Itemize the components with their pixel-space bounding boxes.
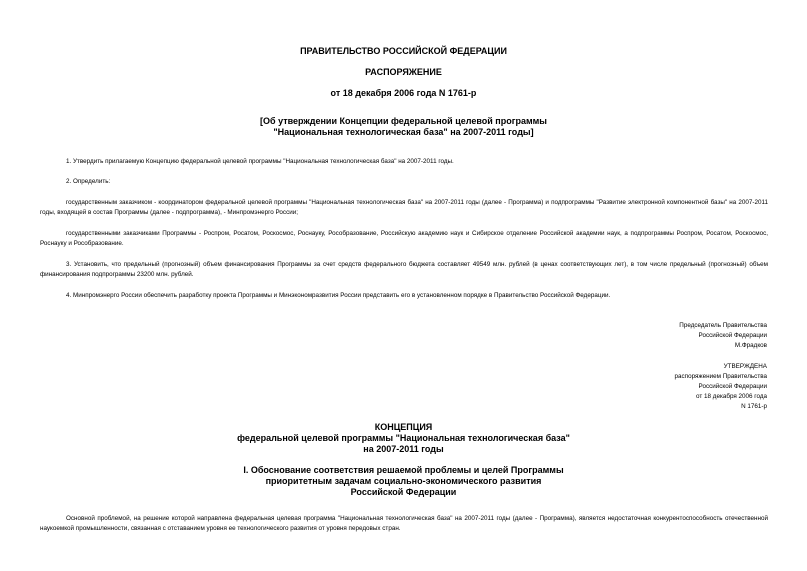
paragraph-3: 3. Установить, что предельный (прогнозный) объем финансирования Программы за счет средств федерального бюджета составляет 49549 млн. рублей (в ценах соответствующих лет), в том числе предельный (прогнозный) объем финансирования подпрограммы 23200 млн. рублей. bbox=[40, 261, 768, 278]
concept-subtitle-2: на 2007-2011 годы bbox=[363, 444, 444, 454]
approval-status: УТВЕРЖДЕНА bbox=[723, 363, 767, 370]
approval-block bbox=[675, 362, 767, 412]
concept-title: КОНЦЕПЦИЯ bbox=[374, 422, 433, 432]
paragraph-2a: государственным заказчиком - координатором федеральной целевой программы "Национальная технологическая база" на 2007-2011 годы (далее - Программа) и подпрограммы "Развитие электронной компонентной базы" на 2007-2011 годы, входящей в состав Программы (далее - подпрограмма), - Минпромэнерго России; bbox=[40, 199, 768, 216]
paragraph-2b: государственными заказчиками Программы - Роспром, Росатом, Роскосмос, Роснауку, Рособразование, Российскую академию наук и Сибирское отделение Российской академии наук, а подпрограммы Роспром, Росатом, Роскосмос, Роснауку и Рособразование. bbox=[40, 230, 768, 247]
approval-act: распоряжением Правительства bbox=[674, 373, 767, 380]
paragraph-4: 4. Минпромэнерго России обеспечить разработку проекта Программы и Минэкономразвития России представить его в установленном порядке в Правительство Российской Федерации. bbox=[66, 292, 611, 299]
section-heading-line-3: Российской Федерации bbox=[350, 487, 457, 497]
government-heading: ПРАВИТЕЛЬСТВО РОССИЙСКОЙ ФЕДЕРАЦИИ bbox=[300, 46, 507, 56]
date-number-heading: от 18 декабря 2006 года N 1761-р bbox=[330, 88, 477, 98]
signature-name: М.Фрадков bbox=[734, 342, 767, 349]
document-type-heading: РАСПОРЯЖЕНИЕ bbox=[365, 67, 442, 77]
document-title-line-1: [Об утверждении Концепции федеральной целевой программы bbox=[260, 116, 547, 126]
concept-subtitle-1: федеральной целевой программы "Национальная технологическая база" bbox=[237, 433, 570, 443]
approval-date: от 18 декабря 2006 года bbox=[696, 393, 767, 400]
paragraph-1: 1. Утвердить прилагаемую Концепцию федеральной целевой программы "Национальная технологическая база" на 2007-2011 годы. bbox=[66, 158, 454, 165]
section-heading-line-2: приоритетным задачам социально-экономического развития bbox=[265, 476, 542, 486]
concept-paragraph-1: Основной проблемой, на решение которой направлена федеральная целевая программа "Национальная технологическая база" на 2007-2011 годы (далее - Программа), является недостаточная конкурентоспособность отечественной наукоемкой промышленности, связанная с отставанием уровня ее технологического развития от уровня передовых стран. bbox=[40, 515, 768, 532]
signature-country: Российской Федерации bbox=[698, 332, 767, 339]
approval-country: Российской Федерации bbox=[698, 383, 767, 390]
approval-number: N 1761-р bbox=[741, 403, 767, 410]
document-title-line-2: "Национальная технологическая база" на 2007-2011 годы] bbox=[273, 127, 534, 137]
signature-block bbox=[679, 321, 767, 351]
paragraph-2: 2. Определить: bbox=[66, 178, 111, 185]
signature-position: Председатель Правительства bbox=[679, 322, 767, 329]
section-heading-line-1: I. Обоснование соответствия решаемой проблемы и целей Программы bbox=[243, 465, 564, 475]
